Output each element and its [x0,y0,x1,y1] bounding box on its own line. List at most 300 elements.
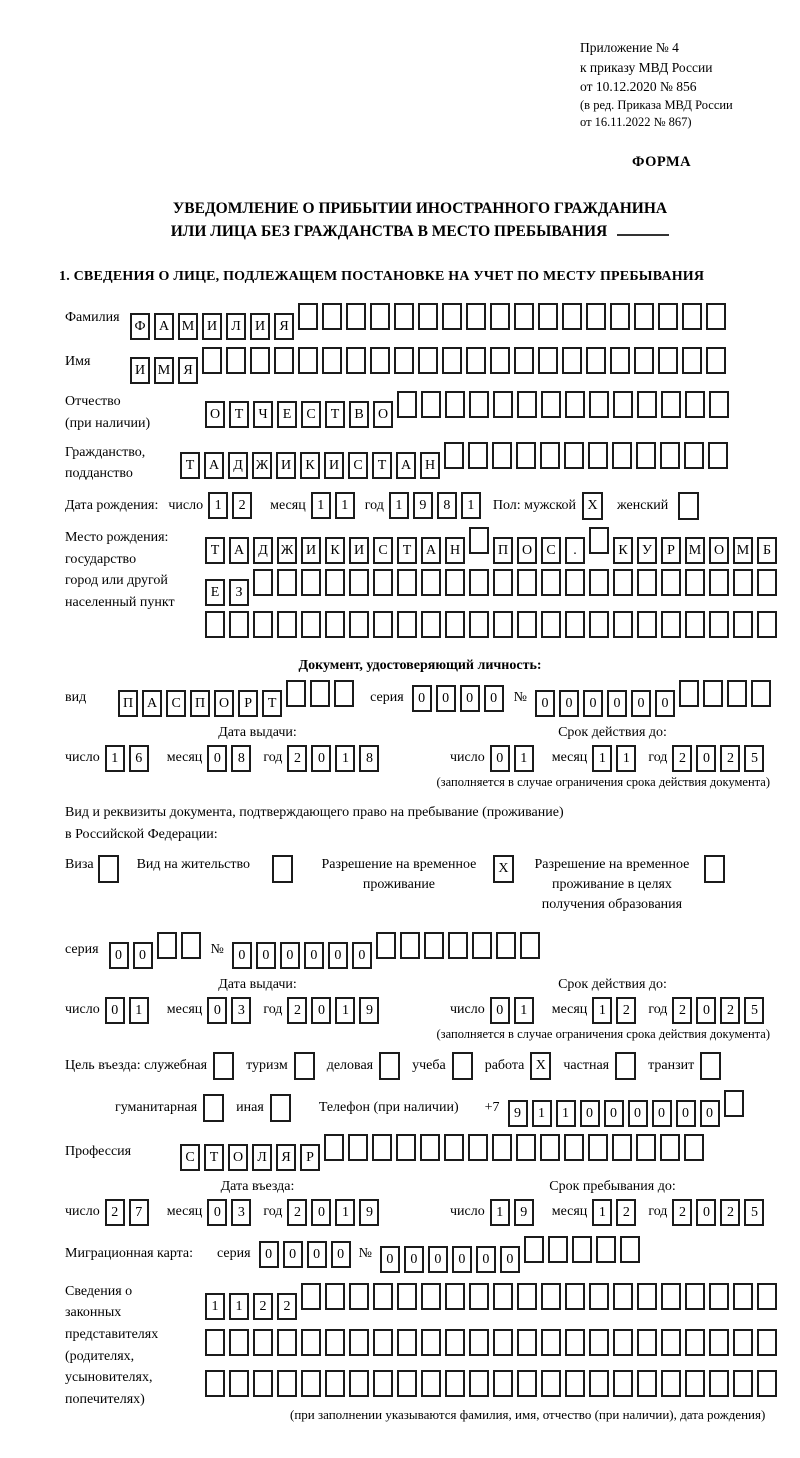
char-cell[interactable]: И [276,452,296,479]
char-cell[interactable]: 1 [592,997,612,1024]
char-cell[interactable] [661,1329,681,1356]
char-cell[interactable] [660,1134,680,1161]
char-cell[interactable] [516,442,536,469]
char-cell[interactable] [661,611,681,638]
char-cell[interactable] [586,347,606,374]
char-cell[interactable] [634,347,654,374]
char-cell[interactable]: Ж [252,452,272,479]
char-cell[interactable]: 2 [287,997,307,1024]
char-cell[interactable]: 0 [652,1100,672,1127]
char-cell[interactable] [493,611,513,638]
char-cell[interactable] [492,442,512,469]
char-cell[interactable] [538,303,558,330]
char-cell[interactable] [400,932,420,959]
purpose-work-checkbox[interactable]: X [530,1052,551,1080]
char-cell[interactable]: 6 [129,745,149,772]
char-cell[interactable] [277,1329,297,1356]
char-cell[interactable] [370,303,390,330]
char-cell[interactable] [613,391,633,418]
char-cell[interactable]: 2 [287,1199,307,1226]
char-cell[interactable]: 1 [335,745,355,772]
char-cell[interactable]: 1 [490,1199,510,1226]
char-cell[interactable]: 9 [359,997,379,1024]
char-cell[interactable] [442,347,462,374]
char-cell[interactable]: 0 [484,685,504,712]
char-cell[interactable]: 1 [556,1100,576,1127]
char-cell[interactable]: Я [274,313,294,340]
char-cell[interactable] [226,347,246,374]
char-cell[interactable] [724,1090,744,1117]
char-cell[interactable] [685,1329,705,1356]
char-cell[interactable] [250,347,270,374]
char-cell[interactable] [706,347,726,374]
char-cell[interactable]: 1 [389,492,409,519]
char-cell[interactable] [229,1370,249,1397]
char-cell[interactable]: 2 [720,745,740,772]
char-cell[interactable]: 1 [129,997,149,1024]
char-cell[interactable] [349,1283,369,1310]
char-cell[interactable] [658,347,678,374]
char-cell[interactable] [202,347,222,374]
char-cell[interactable]: 0 [676,1100,696,1127]
char-cell[interactable] [757,611,777,638]
char-cell[interactable]: 0 [259,1241,279,1268]
char-cell[interactable] [564,1134,584,1161]
char-cell[interactable] [373,611,393,638]
char-cell[interactable] [517,1370,537,1397]
char-cell[interactable] [682,303,702,330]
char-cell[interactable]: С [180,1144,200,1171]
char-cell[interactable]: 2 [277,1293,297,1320]
char-cell[interactable] [613,1329,633,1356]
char-cell[interactable] [709,611,729,638]
char-cell[interactable] [661,1283,681,1310]
char-cell[interactable]: А [421,537,441,564]
char-cell[interactable] [565,569,585,596]
char-cell[interactable]: И [349,537,369,564]
char-cell[interactable]: 3 [231,1199,251,1226]
char-cell[interactable]: 1 [335,1199,355,1226]
char-cell[interactable] [588,442,608,469]
char-cell[interactable] [253,1329,273,1356]
char-cell[interactable] [348,1134,368,1161]
char-cell[interactable] [541,1329,561,1356]
char-cell[interactable] [565,1370,585,1397]
char-cell[interactable] [514,303,534,330]
char-cell[interactable] [727,680,747,707]
char-cell[interactable]: 1 [514,997,534,1024]
char-cell[interactable]: О [373,401,393,428]
char-cell[interactable]: 0 [280,942,300,969]
char-cell[interactable]: О [228,1144,248,1171]
char-cell[interactable] [685,1370,705,1397]
char-cell[interactable]: 1 [311,492,331,519]
char-cell[interactable] [613,1283,633,1310]
vnj-checkbox[interactable] [272,855,293,883]
char-cell[interactable] [586,303,606,330]
char-cell[interactable] [565,1329,585,1356]
char-cell[interactable]: Е [277,401,297,428]
char-cell[interactable] [706,303,726,330]
char-cell[interactable]: 0 [105,997,125,1024]
purpose-transit-checkbox[interactable] [700,1052,721,1080]
char-cell[interactable] [562,303,582,330]
char-cell[interactable]: Т [204,1144,224,1171]
char-cell[interactable]: Я [276,1144,296,1171]
char-cell[interactable]: 1 [514,745,534,772]
char-cell[interactable] [421,569,441,596]
char-cell[interactable] [757,1370,777,1397]
char-cell[interactable]: 1 [335,492,355,519]
char-cell[interactable]: 0 [311,745,331,772]
char-cell[interactable] [372,1134,392,1161]
char-cell[interactable]: 2 [720,997,740,1024]
char-cell[interactable] [418,347,438,374]
char-cell[interactable]: 8 [359,745,379,772]
char-cell[interactable] [490,303,510,330]
char-cell[interactable] [324,1134,344,1161]
char-cell[interactable]: 2 [672,745,692,772]
char-cell[interactable]: 0 [500,1246,520,1273]
char-cell[interactable]: 0 [490,997,510,1024]
char-cell[interactable]: П [118,690,138,717]
char-cell[interactable] [589,569,609,596]
char-cell[interactable]: С [541,537,561,564]
char-cell[interactable] [493,569,513,596]
char-cell[interactable] [589,527,609,554]
char-cell[interactable]: С [166,690,186,717]
purpose-tourism-checkbox[interactable] [294,1052,315,1080]
sex-female-checkbox[interactable] [678,492,699,520]
char-cell[interactable] [322,347,342,374]
char-cell[interactable] [448,932,468,959]
char-cell[interactable]: Ф [130,313,150,340]
char-cell[interactable] [684,442,704,469]
char-cell[interactable] [685,1283,705,1310]
char-cell[interactable]: О [214,690,234,717]
char-cell[interactable] [322,303,342,330]
char-cell[interactable]: С [301,401,321,428]
char-cell[interactable] [468,442,488,469]
char-cell[interactable] [517,391,537,418]
char-cell[interactable] [637,1370,657,1397]
char-cell[interactable]: А [229,537,249,564]
char-cell[interactable] [397,569,417,596]
char-cell[interactable]: З [229,579,249,606]
char-cell[interactable] [565,391,585,418]
char-cell[interactable] [468,1134,488,1161]
char-cell[interactable] [514,347,534,374]
char-cell[interactable] [636,1134,656,1161]
char-cell[interactable]: 0 [311,997,331,1024]
char-cell[interactable] [493,1329,513,1356]
char-cell[interactable] [418,303,438,330]
char-cell[interactable]: 1 [105,745,125,772]
char-cell[interactable]: С [348,452,368,479]
char-cell[interactable]: Ж [277,537,297,564]
char-cell[interactable]: 2 [105,1199,125,1226]
char-cell[interactable]: 0 [109,942,129,969]
rvp-checkbox[interactable]: X [493,855,514,883]
char-cell[interactable] [541,611,561,638]
char-cell[interactable]: 0 [207,997,227,1024]
char-cell[interactable]: 5 [744,997,764,1024]
char-cell[interactable] [370,347,390,374]
char-cell[interactable]: Ч [253,401,273,428]
char-cell[interactable] [469,1283,489,1310]
purpose-study-checkbox[interactable] [452,1052,473,1080]
char-cell[interactable]: Я [178,357,198,384]
char-cell[interactable] [493,1283,513,1310]
char-cell[interactable]: 0 [380,1246,400,1273]
char-cell[interactable] [613,1370,633,1397]
char-cell[interactable]: К [300,452,320,479]
char-cell[interactable] [421,1329,441,1356]
char-cell[interactable] [733,1370,753,1397]
char-cell[interactable] [708,442,728,469]
purpose-humanitarian-checkbox[interactable] [203,1094,224,1122]
char-cell[interactable]: 2 [616,997,636,1024]
char-cell[interactable] [637,1329,657,1356]
char-cell[interactable] [637,1283,657,1310]
char-cell[interactable] [325,1370,345,1397]
char-cell[interactable]: 0 [283,1241,303,1268]
char-cell[interactable] [442,303,462,330]
char-cell[interactable] [157,932,177,959]
char-cell[interactable] [349,569,369,596]
char-cell[interactable] [540,1134,560,1161]
char-cell[interactable]: М [154,357,174,384]
char-cell[interactable] [421,391,441,418]
char-cell[interactable]: К [613,537,633,564]
char-cell[interactable]: Л [226,313,246,340]
char-cell[interactable] [466,347,486,374]
char-cell[interactable] [661,1370,681,1397]
char-cell[interactable]: 2 [672,1199,692,1226]
char-cell[interactable]: 0 [604,1100,624,1127]
char-cell[interactable]: 2 [720,1199,740,1226]
char-cell[interactable] [733,611,753,638]
char-cell[interactable]: 2 [253,1293,273,1320]
char-cell[interactable] [620,1236,640,1263]
char-cell[interactable]: 0 [311,1199,331,1226]
char-cell[interactable]: В [349,401,369,428]
char-cell[interactable] [397,391,417,418]
char-cell[interactable]: 0 [696,1199,716,1226]
char-cell[interactable] [703,680,723,707]
char-cell[interactable] [301,1329,321,1356]
char-cell[interactable] [517,569,537,596]
char-cell[interactable] [421,611,441,638]
char-cell[interactable]: 0 [307,1241,327,1268]
char-cell[interactable] [562,347,582,374]
char-cell[interactable]: 0 [628,1100,648,1127]
char-cell[interactable] [469,527,489,554]
char-cell[interactable]: 8 [231,745,251,772]
char-cell[interactable] [373,1370,393,1397]
char-cell[interactable] [205,611,225,638]
char-cell[interactable] [540,442,560,469]
char-cell[interactable]: Т [372,452,392,479]
char-cell[interactable] [709,391,729,418]
char-cell[interactable]: 1 [616,745,636,772]
char-cell[interactable]: Т [325,401,345,428]
char-cell[interactable] [373,569,393,596]
char-cell[interactable]: 2 [287,745,307,772]
char-cell[interactable] [634,303,654,330]
char-cell[interactable]: 0 [428,1246,448,1273]
char-cell[interactable] [397,1283,417,1310]
char-cell[interactable]: 0 [404,1246,424,1273]
char-cell[interactable] [492,1134,512,1161]
char-cell[interactable]: 9 [514,1199,534,1226]
char-cell[interactable]: Д [253,537,273,564]
purpose-other-checkbox[interactable] [270,1094,291,1122]
char-cell[interactable]: 9 [413,492,433,519]
char-cell[interactable] [421,1370,441,1397]
char-cell[interactable] [349,1329,369,1356]
purpose-business-checkbox[interactable] [379,1052,400,1080]
char-cell[interactable] [325,1329,345,1356]
purpose-private-checkbox[interactable] [615,1052,636,1080]
char-cell[interactable]: И [324,452,344,479]
char-cell[interactable] [564,442,584,469]
char-cell[interactable]: 0 [583,690,603,717]
char-cell[interactable] [524,1236,544,1263]
rvpo-checkbox[interactable] [704,855,725,883]
char-cell[interactable] [757,1283,777,1310]
char-cell[interactable]: 9 [508,1100,528,1127]
char-cell[interactable] [301,1283,321,1310]
char-cell[interactable] [610,347,630,374]
char-cell[interactable] [286,680,306,707]
char-cell[interactable] [517,1283,537,1310]
char-cell[interactable] [373,1283,393,1310]
char-cell[interactable]: 0 [412,685,432,712]
char-cell[interactable] [493,1370,513,1397]
char-cell[interactable]: 0 [328,942,348,969]
char-cell[interactable]: 0 [696,997,716,1024]
char-cell[interactable] [565,1283,585,1310]
char-cell[interactable] [444,1134,464,1161]
char-cell[interactable] [298,303,318,330]
char-cell[interactable] [613,569,633,596]
char-cell[interactable]: 0 [207,745,227,772]
char-cell[interactable] [757,569,777,596]
char-cell[interactable]: 9 [359,1199,379,1226]
char-cell[interactable] [589,391,609,418]
char-cell[interactable] [685,569,705,596]
char-cell[interactable] [516,1134,536,1161]
char-cell[interactable] [685,611,705,638]
char-cell[interactable] [469,1329,489,1356]
char-cell[interactable]: 1 [335,997,355,1024]
char-cell[interactable] [469,1370,489,1397]
sex-male-checkbox[interactable]: X [582,492,603,520]
char-cell[interactable] [637,391,657,418]
char-cell[interactable] [325,1283,345,1310]
char-cell[interactable] [445,569,465,596]
char-cell[interactable] [466,303,486,330]
char-cell[interactable]: Р [661,537,681,564]
char-cell[interactable] [205,1329,225,1356]
char-cell[interactable]: 0 [331,1241,351,1268]
char-cell[interactable] [310,680,330,707]
char-cell[interactable] [548,1236,568,1263]
char-cell[interactable] [572,1236,592,1263]
char-cell[interactable] [610,303,630,330]
char-cell[interactable]: А [154,313,174,340]
char-cell[interactable] [493,391,513,418]
char-cell[interactable] [541,1370,561,1397]
char-cell[interactable]: 0 [696,745,716,772]
char-cell[interactable]: О [205,401,225,428]
char-cell[interactable] [538,347,558,374]
char-cell[interactable] [301,611,321,638]
char-cell[interactable]: 7 [129,1199,149,1226]
char-cell[interactable] [661,569,681,596]
char-cell[interactable] [709,569,729,596]
char-cell[interactable] [709,1370,729,1397]
char-cell[interactable]: 8 [437,492,457,519]
char-cell[interactable] [636,442,656,469]
char-cell[interactable] [229,1329,249,1356]
char-cell[interactable]: 3 [231,997,251,1024]
char-cell[interactable]: К [325,537,345,564]
char-cell[interactable] [277,1370,297,1397]
char-cell[interactable] [421,1283,441,1310]
char-cell[interactable]: М [178,313,198,340]
char-cell[interactable] [469,391,489,418]
char-cell[interactable]: 0 [490,745,510,772]
char-cell[interactable]: 0 [476,1246,496,1273]
char-cell[interactable]: 1 [208,492,228,519]
char-cell[interactable] [612,442,632,469]
char-cell[interactable] [445,1329,465,1356]
char-cell[interactable] [181,932,201,959]
char-cell[interactable]: 0 [133,942,153,969]
char-cell[interactable]: Т [205,537,225,564]
char-cell[interactable]: М [733,537,753,564]
char-cell[interactable] [229,611,249,638]
char-cell[interactable] [397,1370,417,1397]
char-cell[interactable]: . [565,537,585,564]
char-cell[interactable] [420,1134,440,1161]
char-cell[interactable] [733,1283,753,1310]
char-cell[interactable] [397,1329,417,1356]
char-cell[interactable]: П [493,537,513,564]
char-cell[interactable]: 0 [452,1246,472,1273]
char-cell[interactable]: А [142,690,162,717]
char-cell[interactable]: 2 [232,492,252,519]
char-cell[interactable]: 0 [304,942,324,969]
char-cell[interactable] [205,1370,225,1397]
char-cell[interactable] [394,347,414,374]
char-cell[interactable] [709,1329,729,1356]
char-cell[interactable] [685,391,705,418]
char-cell[interactable] [541,569,561,596]
char-cell[interactable] [376,932,396,959]
char-cell[interactable]: Р [300,1144,320,1171]
char-cell[interactable] [253,611,273,638]
char-cell[interactable]: Т [229,401,249,428]
char-cell[interactable] [469,611,489,638]
char-cell[interactable]: О [517,537,537,564]
char-cell[interactable]: И [130,357,150,384]
char-cell[interactable] [277,611,297,638]
char-cell[interactable] [396,1134,416,1161]
char-cell[interactable] [325,611,345,638]
